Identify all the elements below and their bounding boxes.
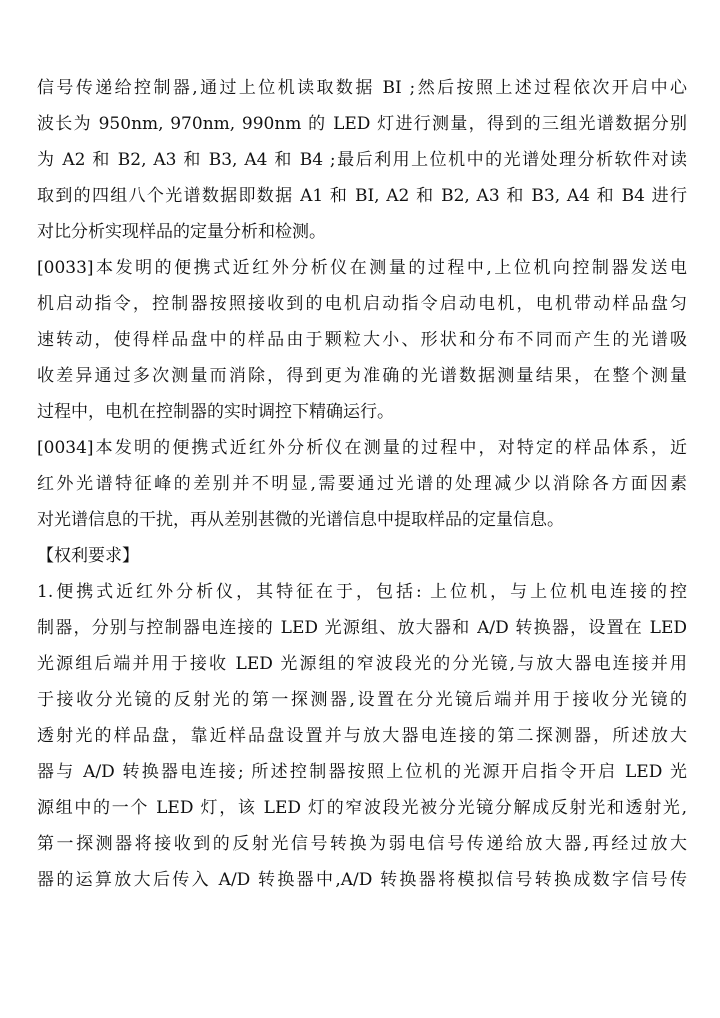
text-line: 源组中的一个 LED 灯，该 LED 灯的窄波段光被分光镜分解成反射光和透射光,	[37, 798, 687, 818]
text-line: 对比分析实现样品的定量分析和检测。	[37, 222, 326, 242]
text-line: 对光谱信息的干扰，再从差别甚微的光谱信息中提取样品的定量信息。	[37, 510, 564, 530]
text-line: 第一探测器将接收到的反射光信号转换为弱电信号传递给放大器,再经过放大	[37, 834, 687, 854]
text-line: 1.便携式近红外分析仪，其特征在于，包括: 上位机，与上位机电连接的控	[37, 582, 687, 602]
text-line: 器的运算放大后传入 A/D 转换器中,A/D 转换器将模拟信号转换成数字信号传	[37, 870, 687, 890]
section-heading: 【权利要求】	[37, 546, 139, 566]
text-line: 器与 A/D 转换器电连接; 所述控制器按照上位机的光源开启指令开启 LED 光	[37, 762, 687, 782]
text-line: 为 A2 和 B2, A3 和 B3, A4 和 B4 ;最后利用上位机中的光谱处理分析软件对读	[37, 150, 687, 170]
text-line: 红外光谱特征峰的差别并不明显,需要通过光谱的处理减少以消除各方面因素	[37, 474, 687, 494]
text-line: 制器，分别与控制器电连接的 LED 光源组、放大器和 A/D 转换器，设置在 LED	[37, 618, 687, 638]
text-line: [0034]本发明的便携式近红外分析仪在测量的过程中，对特定的样品体系，近	[37, 438, 687, 458]
text-line: 波长为 950nm, 970nm, 990nm 的 LED 灯进行测量，得到的三组光谱数据分别	[37, 114, 687, 134]
text-line: 机启动指令，控制器按照接收到的电机启动指令启动电机，电机带动样品盘匀	[37, 294, 687, 314]
text-line: 速转动，使得样品盘中的样品由于颗粒大小、形状和分布不同而产生的光谱吸	[37, 330, 687, 350]
text-line: 过程中，电机在控制器的实时调控下精确运行。	[37, 402, 394, 422]
text-line: 透射光的样品盘，靠近样品盘设置并与放大器电连接的第二探测器，所述放大	[37, 726, 687, 746]
text-line: [0033]本发明的便携式近红外分析仪在测量的过程中,上位机向控制器发送电	[37, 258, 687, 278]
document-page	[37, 70, 687, 898]
text-line: 光源组后端并用于接收 LED 光源组的窄波段光的分光镜,与放大器电连接并用	[37, 654, 687, 674]
text-line: 取到的四组八个光谱数据即数据 A1 和 BI, A2 和 B2, A3 和 B3, A4 和 B4 进行	[37, 186, 687, 206]
text-line: 收差异通过多次测量而消除，得到更为准确的光谱数据测量结果，在整个测量	[37, 366, 687, 386]
text-line: 信号传递给控制器,通过上位机读取数据 BI ;然后按照上述过程依次开启中心	[37, 78, 687, 98]
text-line: 于接收分光镜的反射光的第一探测器,设置在分光镜后端并用于接收分光镜的	[37, 690, 687, 710]
